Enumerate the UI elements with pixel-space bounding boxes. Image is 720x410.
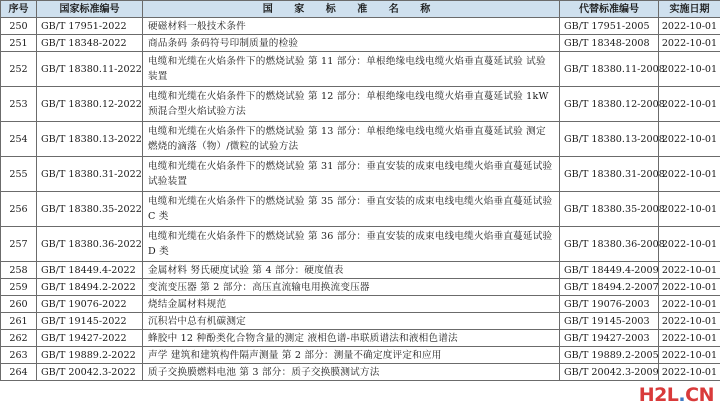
row-replaced-standard: GB/T 18380.13-2008	[560, 122, 659, 157]
row-replaced-standard: GB/T 20042.3-2009	[560, 364, 659, 381]
row-seq: 262	[1, 330, 37, 347]
row-replaced-standard: GB/T 19145-2003	[560, 313, 659, 330]
row-implementation-date: 2022-10-01	[659, 157, 720, 192]
row-implementation-date: 2022-10-01	[659, 227, 720, 262]
row-standard-name: 金属材料 努氏硬度试验 第 4 部分：硬度值表	[143, 262, 560, 279]
row-seq: 258	[1, 262, 37, 279]
row-implementation-date: 2022-10-01	[659, 262, 720, 279]
row-implementation-date: 2022-10-01	[659, 87, 720, 122]
row-seq: 254	[1, 122, 37, 157]
table-row	[1, 18, 720, 35]
row-standard-number: GB/T 18494.2-2022	[37, 279, 143, 296]
row-seq: 257	[1, 227, 37, 262]
row-standard-number: GB/T 17951-2022	[37, 18, 143, 35]
row-implementation-date: 2022-10-01	[659, 18, 720, 35]
row-replaced-standard: GB/T 19076-2003	[560, 296, 659, 313]
row-replaced-standard: GB/T 17951-2005	[560, 18, 659, 35]
row-standard-number: GB/T 18449.4-2022	[37, 262, 143, 279]
row-replaced-standard: GB/T 18380.36-2008	[560, 227, 659, 262]
row-implementation-date: 2022-10-01	[659, 296, 720, 313]
row-implementation-date: 2022-10-01	[659, 52, 720, 87]
row-implementation-date: 2022-10-01	[659, 330, 720, 347]
table-row	[1, 87, 720, 122]
watermark-logo: H2L.CN	[638, 384, 714, 406]
table-row	[1, 347, 720, 364]
row-seq: 260	[1, 296, 37, 313]
table-row	[1, 262, 720, 279]
row-seq: 251	[1, 35, 37, 52]
row-seq: 264	[1, 364, 37, 381]
row-replaced-standard: GB/T 18494.2-2007	[560, 279, 659, 296]
row-standard-number: GB/T 19076-2022	[37, 296, 143, 313]
row-standard-number: GB/T 19889.2-2022	[37, 347, 143, 364]
table-row	[1, 330, 720, 347]
row-standard-number: GB/T 18380.12-2022	[37, 87, 143, 122]
row-implementation-date: 2022-10-01	[659, 35, 720, 52]
table-row	[1, 35, 720, 52]
row-standard-number: GB/T 19145-2022	[37, 313, 143, 330]
table-row	[1, 52, 720, 87]
row-seq: 259	[1, 279, 37, 296]
row-replaced-standard: GB/T 18380.31-2008	[560, 157, 659, 192]
row-replaced-standard: GB/T 19427-2003	[560, 330, 659, 347]
table-row	[1, 122, 720, 157]
header-standard-number: 国家标准编号	[37, 1, 143, 18]
row-seq: 255	[1, 157, 37, 192]
row-implementation-date: 2022-10-01	[659, 313, 720, 330]
row-replaced-standard: GB/T 18380.11-2008	[560, 52, 659, 87]
row-replaced-standard: GB/T 18380.35-2008	[560, 192, 659, 227]
row-standard-number: GB/T 18380.35-2022	[37, 192, 143, 227]
table-header-row	[1, 1, 720, 18]
row-implementation-date: 2022-10-01	[659, 364, 720, 381]
table-row	[1, 296, 720, 313]
row-replaced-standard: GB/T 18449.4-2009	[560, 262, 659, 279]
row-seq: 250	[1, 18, 37, 35]
row-standard-name: 沉积岩中总有机碳测定	[143, 313, 560, 330]
row-replaced-standard: GB/T 18348-2008	[560, 35, 659, 52]
row-standard-number: GB/T 20042.3-2022	[37, 364, 143, 381]
row-standard-number: GB/T 18380.11-2022	[37, 52, 143, 87]
row-implementation-date: 2022-10-01	[659, 347, 720, 364]
row-standard-name: 电缆和光缆在火焰条件下的燃烧试验 第 11 部分：单根绝缘电线电缆火焰垂直蔓延试验 试验装置	[143, 52, 560, 87]
row-standard-name: 电缆和光缆在火焰条件下的燃烧试验 第 12 部分：单根绝缘电线电缆火焰垂直蔓延试验 1kW 预混合型火焰试验方法	[143, 87, 560, 122]
row-standard-number: GB/T 18380.13-2022	[37, 122, 143, 157]
row-seq: 256	[1, 192, 37, 227]
row-standard-name: 质子交换膜燃料电池 第 3 部分：质子交换膜测试方法	[143, 364, 560, 381]
row-standard-name: 电缆和光缆在火焰条件下的燃烧试验 第 31 部分：垂直安装的成束电线电缆火焰垂直蔓延试验 试验装置	[143, 157, 560, 192]
row-implementation-date: 2022-10-01	[659, 122, 720, 157]
table-body	[1, 18, 720, 381]
row-seq: 252	[1, 52, 37, 87]
row-implementation-date: 2022-10-01	[659, 192, 720, 227]
row-standard-name: 变流变压器 第 2 部分：高压直流输电用换流变压器	[143, 279, 560, 296]
row-standard-number: GB/T 18380.31-2022	[37, 157, 143, 192]
row-standard-number: GB/T 18380.36-2022	[37, 227, 143, 262]
header-implementation-date: 实施日期	[659, 1, 720, 18]
row-implementation-date: 2022-10-01	[659, 279, 720, 296]
row-seq: 261	[1, 313, 37, 330]
table-row	[1, 313, 720, 330]
row-standard-name: 电缆和光缆在火焰条件下的燃烧试验 第 13 部分：单根绝缘电线电缆火焰垂直蔓延试验 测定燃烧的滴落（物）/微粒的试验方法	[143, 122, 560, 157]
header-standard-name: 国 家 标 准 名 称	[143, 1, 560, 18]
table-row	[1, 227, 720, 262]
row-standard-number: GB/T 19427-2022	[37, 330, 143, 347]
row-standard-number: GB/T 18348-2022	[37, 35, 143, 52]
table-row	[1, 364, 720, 381]
row-standard-name: 声学 建筑和建筑构件隔声测量 第 2 部分：测量不确定度评定和应用	[143, 347, 560, 364]
row-standard-name: 硬磁材料一般技术条件	[143, 18, 560, 35]
row-standard-name: 商品条码 条码符号印制质量的检验	[143, 35, 560, 52]
row-replaced-standard: GB/T 19889.2-2005	[560, 347, 659, 364]
row-standard-name: 电缆和光缆在火焰条件下的燃烧试验 第 35 部分：垂直安装的成束电线电缆火焰垂直蔓延试验 C 类	[143, 192, 560, 227]
row-replaced-standard: GB/T 18380.12-2008	[560, 87, 659, 122]
table-row	[1, 192, 720, 227]
row-seq: 263	[1, 347, 37, 364]
row-standard-name: 烧结金属材料规范	[143, 296, 560, 313]
table-row	[1, 157, 720, 192]
row-standard-name: 蜂胶中 12 种酚类化合物含量的测定 液相色谱-串联质谱法和液相色谱法	[143, 330, 560, 347]
header-seq: 序号	[1, 1, 37, 18]
table-row	[1, 279, 720, 296]
header-replaced-standard: 代替标准编号	[560, 1, 659, 18]
row-standard-name: 电缆和光缆在火焰条件下的燃烧试验 第 36 部分：垂直安装的成束电线电缆火焰垂直蔓延试验 D 类	[143, 227, 560, 262]
row-seq: 253	[1, 87, 37, 122]
